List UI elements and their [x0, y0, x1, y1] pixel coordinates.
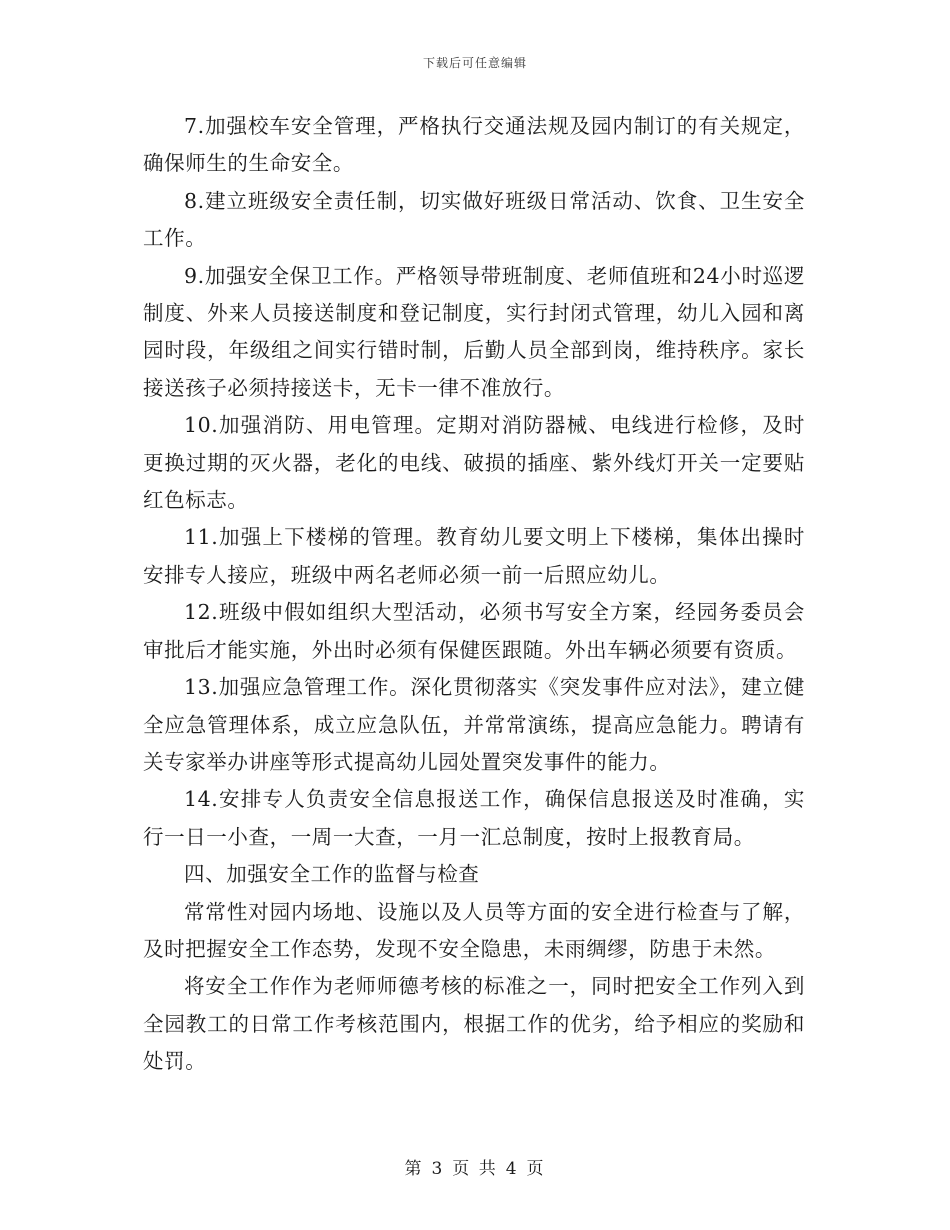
current-page-number: 3 — [431, 1159, 445, 1179]
page-header-note: 下载后可任意编辑 — [422, 56, 527, 70]
paragraph-item-9: 9.加强安全保卫工作。严格领导带班制度、老师值班和24小时巡逻制度、外来人员接送制度和登记制度，实行封闭式管理，幼儿入园和离园时段，年级组之间实行错时制，后勤人员全部到岗，维持秩序。家长接送孩子必须持接送卡，无卡一律不准放行。 — [143, 263, 805, 400]
paragraph-item-10: 10.加强消防、用电管理。定期对消防器械、电线进行检修，及时更换过期的灭火器，老化的电线、破损的插座、紫外线灯开关一定要贴红色标志。 — [143, 413, 805, 513]
total-pages-number: 4 — [505, 1159, 519, 1179]
paragraph-item-7: 7.加强校车安全管理，严格执行交通法规及园内制订的有关规定，确保师生的生命安全。 — [143, 114, 805, 176]
paragraph-inspection: 常常性对园内场地、设施以及人员等方面的安全进行检查与了解，及时把握安全工作态势，发现不安全隐患，未雨绸缪，防患于未然。 — [143, 899, 805, 961]
paragraph-item-14: 14.安排专人负责安全信息报送工作，确保信息报送及时准确，实行一日一小查，一周一大查，一月一汇总制度，按时上报教育局。 — [143, 787, 805, 849]
paragraph-item-13: 13.加强应急管理工作。深化贯彻落实《突发事件应对法》，建立健全应急管理体系，成立应急队伍，并常常演练，提高应急能力。聘请有关专家举办讲座等形式提高幼儿园处置突发事件的能力。 — [143, 675, 805, 774]
footer-middle: 页 共 — [452, 1159, 498, 1179]
paragraph-assessment: 将安全工作作为老师师德考核的标准之一，同时把安全工作列入到全园教工的日常工作考核范围内，根据工作的优劣，给予相应的奖励和处罚。 — [143, 974, 805, 1074]
paragraph-item-8: 8.建立班级安全责任制，切实做好班级日常活动、饮食、卫生安全工作。 — [143, 188, 805, 251]
paragraph-item-11: 11.加强上下楼梯的管理。教育幼儿要文明上下楼梯，集体出操时安排专人接应，班级中两名老师必须一前一后照应幼儿。 — [143, 525, 805, 587]
footer-suffix: 页 — [526, 1159, 546, 1179]
section-heading: 四、加强安全工作的监督与检查 — [184, 862, 480, 887]
footer-prefix: 第 — [404, 1159, 424, 1179]
paragraph-item-12: 12.班级中假如组织大型活动，必须书写安全方案，经园务委员会审批后才能实施，外出时必须有保健医跟随。外出车辆必须要有资质。 — [143, 600, 805, 662]
document-body — [143, 108, 805, 1081]
page-footer — [0, 1154, 950, 1179]
